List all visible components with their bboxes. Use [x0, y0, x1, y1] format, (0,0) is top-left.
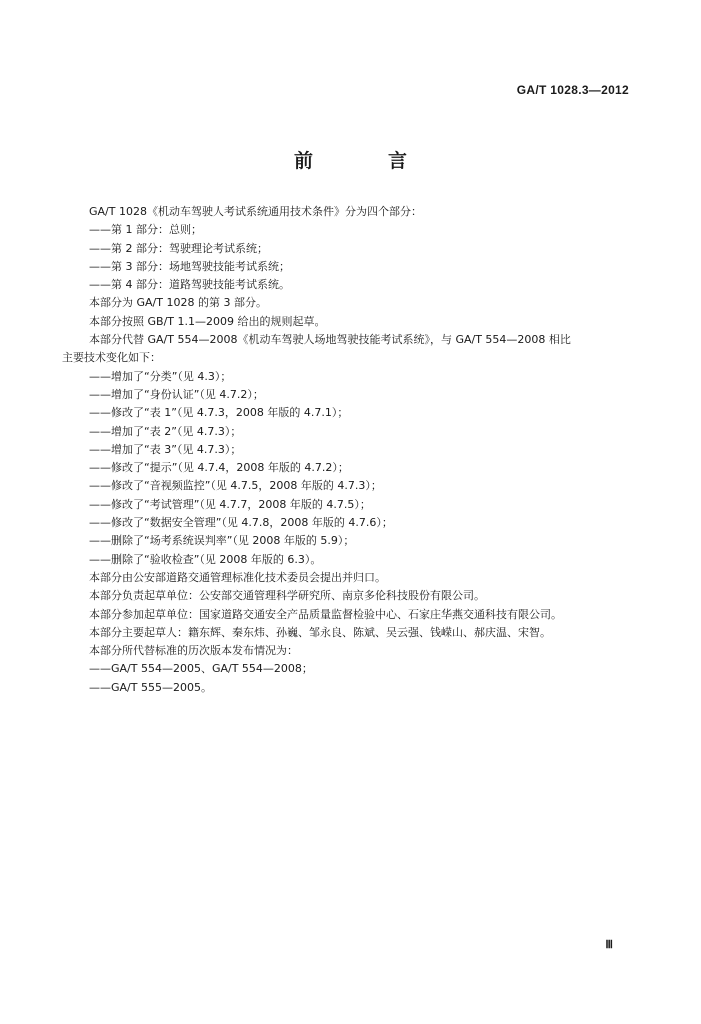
paragraph-line: 本部分负责起草单位：公安部交通管理科学研究所、南京多伦科技股份有限公司。	[89, 589, 485, 603]
paragraph-line: ——GA/T 554—2005、GA/T 554—2008；	[89, 662, 313, 676]
paragraph-line: ——修改了“表 1”（见 4.7.3，2008 年版的 4.7.1）；	[89, 406, 349, 420]
paragraph-line: ——增加了“表 2”（见 4.7.3）；	[89, 424, 242, 438]
paragraph-line: ——第 4 部分：道路驾驶技能考试系统。	[89, 278, 290, 292]
paragraph-line: ——第 2 部分：驾驶理论考试系统；	[89, 241, 268, 255]
paragraph-line: ——修改了“音视频监控”（见 4.7.5，2008 年版的 4.7.3）；	[89, 479, 382, 493]
paragraph-line: 本部分主要起草人：籍东辉、秦东炜、孙巍、邹永良、陈斌、吴云强、钱嵘山、郝庆温、宋智。	[89, 625, 551, 639]
paragraph-line: 本部分所代替标准的历次版本发布情况为：	[89, 644, 298, 658]
paragraph-line: GA/T 1028《机动车驾驶人考试系统通用技术条件》分为四个部分：	[89, 205, 422, 218]
paragraph-line: 本部分参加起草单位：国家道路交通安全产品质量监督检验中心、石家庄华燕交通科技有限公司。	[89, 607, 562, 621]
paragraph-line: ——第 1 部分：总则；	[89, 223, 202, 237]
paragraph-line: 本部分为 GA/T 1028 的第 3 部分。	[89, 296, 267, 310]
paragraph-line: ——增加了“分类”（见 4.3）；	[89, 369, 232, 383]
page-number: Ⅲ	[605, 939, 613, 951]
paragraph-line: ——第 3 部分：场地驾驶技能考试系统；	[89, 259, 290, 273]
foreword-body	[62, 203, 642, 697]
paragraph-line: ——修改了“考试管理”（见 4.7.7，2008 年版的 4.7.5）；	[89, 497, 371, 511]
paragraph-line: ——增加了“身份认证”（见 4.7.2）；	[89, 387, 264, 401]
paragraph-line: 本部分由公安部道路交通管理标准化技术委员会提出并归口。	[89, 570, 386, 584]
standard-code: GA/T 1028.3—2012	[516, 83, 629, 97]
paragraph-line: ——修改了“数据安全管理”（见 4.7.8，2008 年版的 4.7.6）；	[89, 516, 393, 530]
paragraph-line: 本部分代替 GA/T 554—2008《机动车驾驶人场地驾驶技能考试系统》，与 GA/T 554—2008 相比	[89, 333, 571, 347]
paragraph-line: ——删除了“场考系统误判率”（见 2008 年版的 5.9）；	[89, 534, 355, 548]
paragraph-line: ——增加了“表 3”（见 4.7.3）；	[89, 442, 242, 456]
page-title: 前 言	[293, 150, 435, 172]
paragraph-line: ——删除了“验收检查”（见 2008 年版的 6.3）。	[89, 552, 322, 566]
paragraph-line: 本部分按照 GB/T 1.1—2009 给出的规则起草。	[89, 314, 326, 328]
paragraph-line: ——GA/T 555—2005。	[89, 680, 212, 694]
paragraph-line: ——修改了“提示”（见 4.7.4，2008 年版的 4.7.2）；	[89, 461, 349, 475]
paragraph-line: 主要技术变化如下：	[62, 351, 161, 365]
